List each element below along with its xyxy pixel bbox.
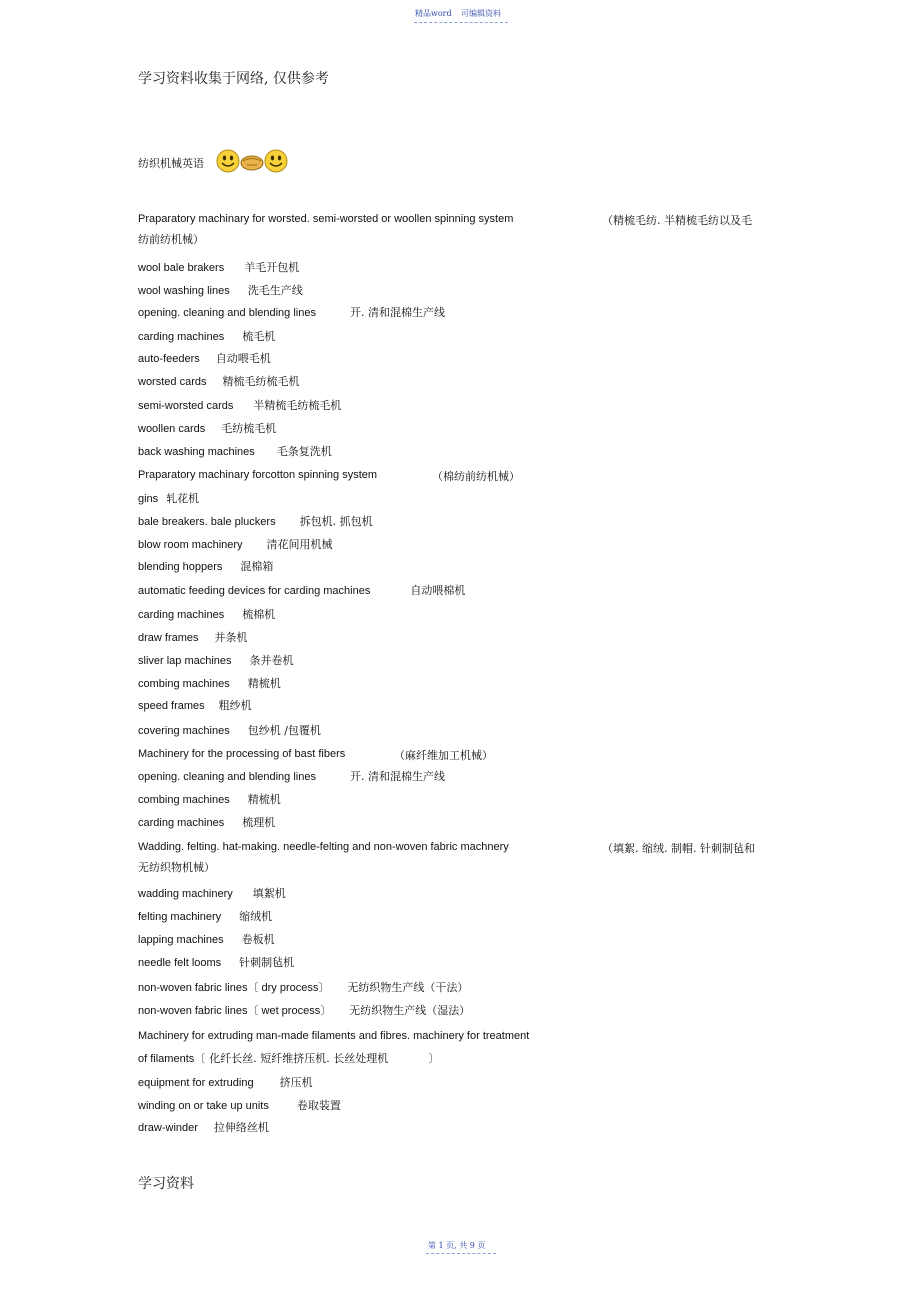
- section-heading-cotton-zh: （棉纺前纺机械）: [432, 470, 520, 483]
- list-item: lapping machines 卷板机: [138, 933, 275, 946]
- section-heading-wadding: Wadding. felting. hat-making. needle-felting and non-woven fabric machnery: [138, 841, 509, 853]
- list-item: automatic feeding devices for carding machines 自动喂棉机: [138, 584, 466, 597]
- list-item: semi-worsted cards 半精梳毛纺梳毛机: [138, 399, 342, 412]
- list-item: equipment for extruding 挤压机: [138, 1076, 313, 1089]
- list-item: auto-feeders 自动喂毛机: [138, 352, 271, 365]
- section-heading-worsted: Praparatory machinary for worsted. semi-worsted or woollen spinning system: [138, 213, 514, 225]
- list-item: back washing machines 毛条复洗机: [138, 445, 332, 458]
- section-heading-bast-zh: （麻纤维加工机械）: [394, 749, 493, 762]
- handshake-icon: [241, 156, 263, 170]
- list-item: opening. cleaning and blending lines 开. 清和混棉生产线: [138, 306, 445, 319]
- page-number: 第 1 页, 共 9 页: [428, 1241, 486, 1250]
- section-heading-extruding-cont: of filaments〔 化纤长丝. 短纤维挤压机. 长丝处理机 〕: [138, 1052, 440, 1065]
- list-item: draw frames 并条机: [138, 631, 248, 644]
- section-heading-cotton: Praparatory machinary forcotton spinning system: [138, 469, 378, 481]
- list-item: blow room machinery 清花间用机械: [138, 538, 333, 551]
- list-item: combing machines 精梳机: [138, 793, 281, 806]
- list-item: carding machines 梳理机: [138, 816, 276, 829]
- list-item: combing machines 精梳机: [138, 677, 281, 690]
- header-right-label: 可编辑资料: [461, 9, 501, 18]
- list-item: worsted cards 精梳毛纺梳毛机: [138, 375, 300, 388]
- list-item: bale breakers. bale pluckers 拆包机. 抓包机: [138, 515, 373, 528]
- section-heading-worsted-zh-cont: 纺前纺机械）: [138, 233, 204, 246]
- bottom-note: 学习资料: [138, 1176, 194, 1192]
- section-heading-worsted-zh: （精梳毛纺. 半精梳毛纺以及毛: [602, 214, 752, 227]
- list-item: sliver lap machines 条并卷机: [138, 654, 294, 667]
- footer-divider: [426, 1253, 496, 1254]
- top-note: 学习资料收集于网络, 仅供参考: [138, 71, 329, 87]
- header-divider: [414, 22, 508, 23]
- page-title: 纺织机械英语: [138, 157, 204, 170]
- section-heading-extruding: Machinery for extruding man-made filaments and fibres. machinery for treatment: [138, 1030, 530, 1042]
- list-item: non-woven fabric lines〔 dry process〕 无纺织物生产线（干法）: [138, 981, 469, 994]
- list-item: wadding machinery 填絮机: [138, 887, 286, 900]
- list-item: woollen cards 毛纺梳毛机: [138, 422, 277, 435]
- section-heading-wadding-zh: （填絮. 缩绒. 制帽. 针刺制毡和: [602, 842, 755, 855]
- list-item: wool washing lines 洗毛生产线: [138, 284, 303, 297]
- emoji-group: [216, 148, 288, 174]
- smiley-icon: [217, 150, 239, 172]
- list-item: needle felt looms 针刺制毡机: [138, 956, 295, 969]
- list-item: covering machines 包纱机 /包覆机: [138, 724, 321, 737]
- list-item: draw-winder 拉伸络丝机: [138, 1121, 269, 1134]
- header-left-label: 精品word: [415, 9, 452, 18]
- section-heading-wadding-zh-cont: 无纺织物机械）: [138, 861, 215, 874]
- list-item: wool bale brakers 羊毛开包机: [138, 261, 300, 274]
- list-item: blending hoppers 混棉箱: [138, 560, 274, 573]
- smiley-icon: [265, 150, 287, 172]
- list-item: non-woven fabric lines〔 wet process〕 无纺织物生产线（湿法）: [138, 1004, 471, 1017]
- list-item: carding machines 梳棉机: [138, 608, 276, 621]
- list-item: opening. cleaning and blending lines 开. 清和混棉生产线: [138, 770, 445, 783]
- list-item: felting machinery 缩绒机: [138, 910, 273, 923]
- list-item: carding machines 梳毛机: [138, 330, 276, 343]
- list-item: gins 轧花机: [138, 492, 200, 505]
- list-item: winding on or take up units 卷取装置: [138, 1099, 341, 1112]
- section-heading-bast: Machinery for the processing of bast fibers: [138, 748, 346, 760]
- list-item: speed frames 粗纱机: [138, 699, 252, 712]
